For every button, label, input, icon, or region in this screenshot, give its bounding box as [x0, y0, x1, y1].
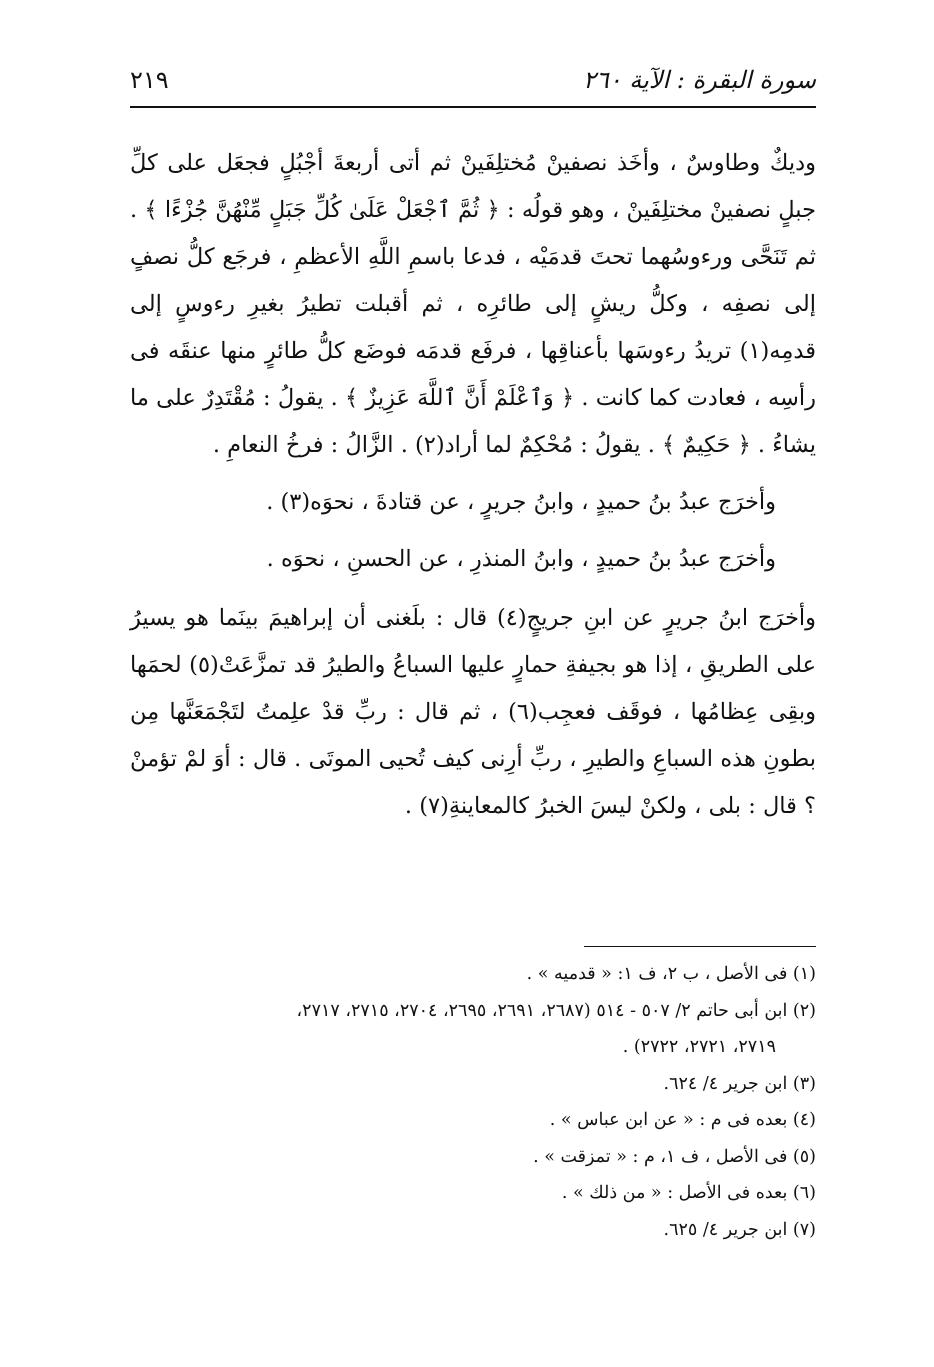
header-rule: [130, 106, 816, 108]
footnote-2-continued: ٢٧١٩، ٢٧٢١، ٢٧٢٢) .: [622, 1037, 776, 1057]
footnote-rule: [584, 946, 816, 947]
footnote-2: (٢) ابن أبى حاتم ٢/ ٥٠٧ - ٥١٤ (٢٦٨٧، ٢٦٩١، ٢٦٩٥، ٢٧٠٤، ٢٧١٥، ٢٧١٧،: [296, 1000, 816, 1021]
footnote-6: (٦) بعده فى الأصل : « من ذلك » .: [561, 1183, 816, 1203]
footnotes: [130, 956, 816, 1248]
main-text: [130, 140, 816, 830]
paragraph-2: وأخرَج عبدُ بنُ حميدٍ ، وابنُ جريرٍ ، عن قتادةَ ، نحوَه(٣) .: [266, 489, 776, 515]
footnote-5: (٥) فى الأصل ، ف ١، م : « تمزقت » .: [533, 1146, 816, 1167]
running-title: سورة البقرة : الآية ٢٦٠: [582, 66, 816, 94]
footnote-7: (٧) ابن جرير ٤/ ٦٢٥.: [663, 1219, 816, 1240]
page-header: [130, 58, 816, 102]
paragraph-1: وديكٌ وطاوسٌ ، وأخَذ نصفينْ مُختلِفَينْ ثم أتى أربعةَ أجْبُلٍ فجعَل على كلِّ جبلٍ نصفينْ مختلِفَينْ ، وهو قولُه : ﴿ ثُمَّ ٱجْعَلْ عَلَىٰ كُلِّ جَبَلٍ مِّنْهُنَّ جُزْءًا ﴾ . ثم تَنَحَّى ورءوسُهما تحتَ قدمَيْه ، فدعا باسمِ اللَّهِ الأعظمِ ، فرجَع كلُّ نصفٍ إلى نصفِه ، وكلُّ ريشٍ إلى طائرِه ، ثم أقبلت تطيرُ بغيرِ رءوسٍ إلى قدمِه(١) تريدُ رءوسَها بأعناقِها ، فرفَع قدمَه فوضَع كلُّ طائرٍ منها عنقَه فى رأسِه ، فعادت كما كانت . ﴿ وَٱعْلَمْ أَنَّ ٱللَّهَ عَزِيزٌ ﴾ . يقولُ : مُقْتَدِرٌ على ما يشاءُ . ﴿ حَكِيمٌ ﴾ . يقولُ : مُحْكِمٌ لما أراد(٢) . الزَّالُ : فرخُ النعامِ .: [130, 150, 816, 458]
page-number: ٢١٩: [130, 66, 169, 94]
paragraph-4: وأخرَج ابنُ جريرٍ عن ابنِ جريجٍ(٤) قال : بلَغنى أن إبراهيمَ بينَما هو يسيرُ على الطريقِ ، إذا هو بجيفةِ حمارٍ عليها السباعُ والطيرُ قد تمزَّعَتْ(٥) لحمَها وبقِى عِظامُها ، فوقَف فعجِب(٦) ، ثم قال : ربِّ قدْ علِمتُ لتَجْمَعَنَّها مِن بطونِ هذه السباعِ والطيرِ ، ربِّ أرِنى كيف تُحيى الموتَى . قال : أوَ لمْ تؤمنْ ؟ قال : بلى ، ولكنْ ليسَ الخبرُ كالمعاينةِ(٧) .: [130, 605, 817, 819]
footnote-4: (٤) بعده فى م : « عن ابن عباس » .: [549, 1110, 816, 1130]
footnote-3: (٣) ابن جرير ٤/ ٦٢٤.: [663, 1073, 816, 1094]
footnote-1: (١) فى الأصل ، ب ٢، ف ١: « قدميه » .: [526, 964, 816, 984]
paragraph-3: وأخرَج عبدُ بنُ حميدٍ ، وابنُ المنذرِ ، عن الحسنِ ، نحوَه .: [266, 546, 776, 572]
